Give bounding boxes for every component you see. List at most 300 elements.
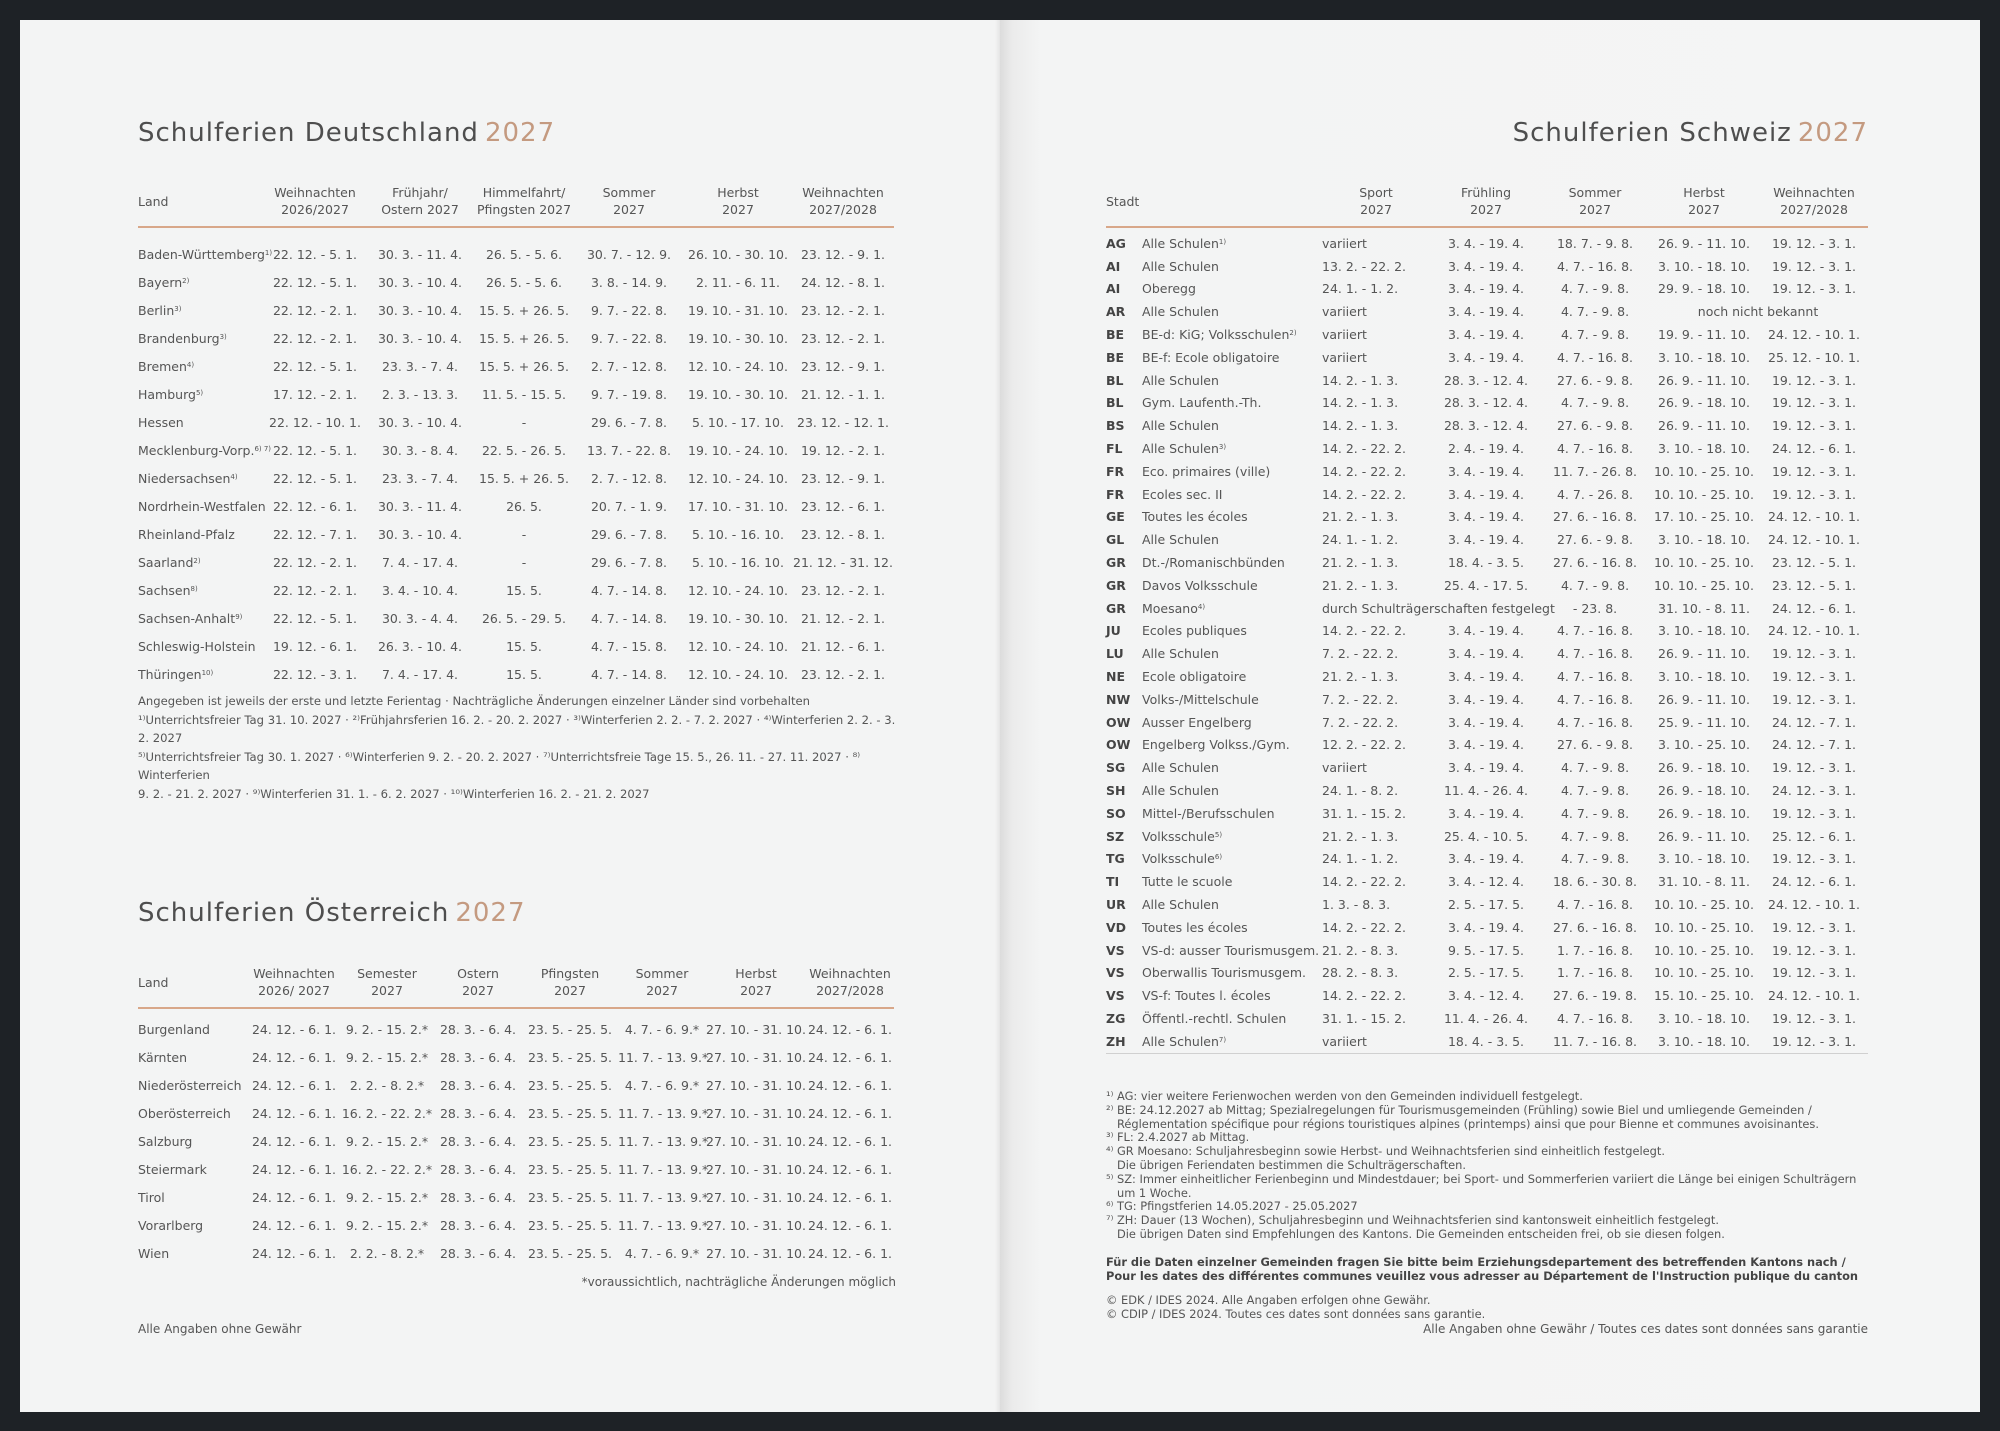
- table-row: [138, 1008, 894, 1043]
- date-range: 19. 12. - 3. 1.: [1771, 646, 1856, 662]
- date-range: 23. 12. - 2. 1.: [800, 666, 885, 682]
- date-range: 9. 2. - 15. 2.*: [345, 1021, 429, 1037]
- date-range: 27. 6. - 9. 8.: [1556, 372, 1634, 388]
- footnote-line: Réglementation spécifique pour régions touristiques alpines (printemps) ainsi que pour Bienne et communes avoisinantes.: [1117, 1116, 1819, 1131]
- date-range: 3. 4. - 12. 4.: [1447, 988, 1525, 1004]
- date-range: 14. 2. - 22. 2.: [1322, 463, 1407, 479]
- date-range: 19. 12. - 3. 1.: [1771, 942, 1856, 958]
- date-range: 14. 2. - 22. 2.: [1322, 623, 1407, 639]
- date-range: 24. 12. - 6. 1.: [1771, 600, 1856, 616]
- date-range: 19. 12. - 3. 1.: [1771, 1033, 1856, 1049]
- date-range: 15. 5. + 26. 5.: [479, 470, 569, 486]
- date-range: 24. 1. - 8. 2.: [1322, 783, 1399, 799]
- footnote-marker: 9): [235, 612, 243, 621]
- date-range: 28. 3. - 12. 4.: [1443, 418, 1528, 434]
- state-name: Baden-Württemberg: [138, 246, 265, 262]
- school-name: BE-d: KiG; Volksschulen: [1142, 327, 1290, 343]
- date-range: 11. 7. - 13. 9.*: [618, 1189, 709, 1205]
- date-range: 12. 10. - 24. 10.: [688, 582, 788, 598]
- table-row: [1106, 551, 1868, 574]
- state-name: Tirol: [138, 1189, 165, 1205]
- date-range: 25. 4. - 10. 5.: [1443, 828, 1528, 844]
- copyright-line: © CDIP / IDES 2024. Toutes ces dates sont données sans garantie.: [1106, 1306, 1486, 1321]
- date-range: 26. 9. - 11. 10.: [1658, 372, 1750, 388]
- date-range: 19. 12. - 3. 1.: [1771, 418, 1856, 434]
- table-row: [1106, 483, 1868, 506]
- table-row: [1106, 665, 1868, 688]
- column-header: Land: [138, 974, 169, 990]
- footnote-marker: 10): [201, 668, 214, 677]
- date-range: 25. 4. - 17. 5.: [1443, 577, 1528, 593]
- date-range: 22. 12. - 7. 1.: [272, 526, 357, 542]
- date-range: 14. 2. - 22. 2.: [1322, 486, 1407, 502]
- table-row: [138, 227, 894, 268]
- date-range: 15. 5.: [506, 666, 542, 682]
- table-row: [138, 296, 894, 324]
- footnote-line: Die übrigen Daten sind Empfehlungen des Kantons. Die Gemeinden entscheiden frei, ob sie diesen folgen.: [1117, 1226, 1725, 1241]
- date-range: 24. 12. - 6. 1.: [807, 1217, 892, 1233]
- date-range: 1. 7. - 16. 8.: [1556, 965, 1634, 981]
- column-header: Frühling 2027: [1460, 185, 1512, 217]
- footnote-line: um 1 Woche.: [1117, 1185, 1192, 1200]
- date-range: 28. 3. - 6. 4.: [439, 1161, 517, 1177]
- date-range: 4. 7. - 16. 8.: [1556, 623, 1634, 639]
- date-range: 10. 10. - 25. 10.: [1654, 486, 1754, 502]
- date-range: 11. 7. - 13. 9.*: [618, 1105, 709, 1121]
- table-row: [1106, 1007, 1868, 1030]
- footnote-line: ⁶⁾ TG: Pfingstferien 14.05.2027 - 25.05.2027: [1106, 1199, 1358, 1214]
- date-range: 27. 10. - 31. 10.: [706, 1161, 806, 1177]
- table-row: [1106, 962, 1868, 985]
- austria-title: Schulferien Österreich 2027: [138, 898, 526, 928]
- date-range: 27. 10. - 31. 10.: [706, 1021, 806, 1037]
- date-range: 28. 3. - 12. 4.: [1443, 395, 1528, 411]
- date-range: 18. 6. - 30. 8.: [1552, 874, 1637, 890]
- table-row: [1106, 460, 1868, 483]
- date-range: 28. 3. - 12. 4.: [1443, 372, 1528, 388]
- date-range: 24. 12. - 6. 1.: [251, 1189, 336, 1205]
- date-range: 22. 12. - 2. 1.: [272, 554, 357, 570]
- school-name: Alle Schulen: [1142, 418, 1219, 434]
- date-range: 26. 5. - 29. 5.: [481, 610, 566, 626]
- date-range: 12. 10. - 24. 10.: [688, 638, 788, 654]
- date-range: 21. 12. - 31. 12.: [793, 554, 893, 570]
- date-range: 22. 12. - 5. 1.: [272, 358, 357, 374]
- date-range: 23. 5. - 25. 5.: [527, 1105, 612, 1121]
- date-range: 24. 12. - 6. 1.: [807, 1021, 892, 1037]
- canton-code: VS: [1106, 988, 1125, 1004]
- date-range: 28. 3. - 6. 4.: [439, 1245, 517, 1261]
- date-range: 24. 12. - 7. 1.: [1771, 714, 1856, 730]
- date-range: 30. 3. - 10. 4.: [377, 302, 462, 318]
- date-range: 10. 10. - 25. 10.: [1654, 577, 1754, 593]
- date-range: 22. 12. - 5. 1.: [272, 442, 357, 458]
- date-range: 23. 12. - 5. 1.: [1771, 555, 1856, 571]
- date-range: 3. 4. - 19. 4.: [1447, 509, 1525, 525]
- date-range: 4. 7. - 14. 8.: [590, 582, 668, 598]
- canton-code: VD: [1106, 919, 1127, 935]
- state-name: Oberösterreich: [138, 1105, 231, 1121]
- school-name: VS-d: ausser Tourismusgem.: [1142, 942, 1320, 958]
- footnote-line: Angegeben ist jeweils der erste und letzte Ferientag · Nachträgliche Änderungen einzelner Länder sind vorbehalten: [138, 694, 810, 708]
- state-name: Saarland: [138, 554, 194, 570]
- date-range: 3. 4. - 19. 4.: [1447, 486, 1525, 502]
- date-range: 14. 2. - 22. 2.: [1322, 988, 1407, 1004]
- date-range: 5. 10. - 16. 10.: [692, 554, 784, 570]
- date-range: 24. 12. - 6. 1.: [807, 1189, 892, 1205]
- date-range: 19. 12. - 3. 1.: [1771, 235, 1856, 251]
- date-range: 21. 2. - 1. 3.: [1322, 828, 1399, 844]
- column-header: Weihnachten 2027/2028: [1773, 185, 1855, 217]
- germany-holiday-table: [138, 184, 894, 688]
- date-range: 9. 7. - 19. 8.: [590, 386, 668, 402]
- footnote-marker: 3): [1218, 443, 1227, 452]
- date-range: 23. 12. - 12. 1.: [797, 414, 889, 430]
- date-range: 4. 7. - 9. 8.: [1560, 783, 1630, 799]
- date-range: 27. 6. - 16. 8.: [1552, 919, 1637, 935]
- footnote-line: ²⁾ BE: 24.12.2027 ab Mittag; Spezialregelungen für Tourismusgemeinden (Frühling) sowie Biel und umliegende Gemeinden /: [1106, 1102, 1812, 1117]
- column-header: Himmelfahrt/ Pfingsten 2027: [476, 185, 572, 217]
- date-range: 19. 12. - 3. 1.: [1771, 463, 1856, 479]
- state-name: Nordrhein-Westfalen: [138, 498, 266, 514]
- state-name: Thüringen: [138, 666, 202, 682]
- canton-code: SZ: [1106, 828, 1125, 844]
- table-row: [138, 380, 894, 408]
- date-range: 22. 12. - 5. 1.: [272, 246, 357, 262]
- table-row: [1106, 255, 1868, 278]
- canton-code: AI: [1106, 258, 1121, 274]
- school-name: Alle Schulen: [1142, 304, 1219, 320]
- date-range: 24. 12. - 6. 1.: [807, 1161, 892, 1177]
- state-name: Schleswig-Holstein: [138, 638, 256, 654]
- date-range: 14. 2. - 22. 2.: [1322, 874, 1407, 890]
- table-row: [1106, 1030, 1868, 1053]
- date-range: 11. 4. - 26. 4.: [1443, 783, 1528, 799]
- footnote-marker: 7): [1218, 1035, 1227, 1044]
- state-name: Sachsen: [138, 582, 191, 598]
- date-range: 3. 4. - 19. 4.: [1447, 691, 1525, 707]
- date-range: 4. 7. - 9. 8.: [1560, 828, 1630, 844]
- date-range: 22. 12. - 5. 1.: [272, 610, 357, 626]
- date-range: 4. 7. - 16. 8.: [1556, 897, 1634, 912]
- footnote-line: ¹⁾Unterrichtsfreier Tag 31. 10. 2027 · ²⁾Frühjahrsferien 16. 2. - 20. 2. 2027 · ³⁾Winterferien 2. 2. - 7. 2. 2027 · ⁴⁾Winterferien 2. 2. - 3. 2. 2027: [138, 712, 896, 745]
- date-range: - 23. 8.: [1572, 600, 1618, 616]
- table-row: [138, 576, 894, 604]
- date-range: 20. 7. - 1. 9.: [590, 498, 668, 514]
- footnote-marker: 5): [195, 388, 204, 397]
- school-name: Toutes les écoles: [1142, 919, 1248, 935]
- date-range: 21. 2. - 1. 3.: [1322, 555, 1399, 571]
- date-range: 12. 2. - 22. 2.: [1322, 737, 1407, 753]
- date-range: 2. 2. - 8. 2.*: [349, 1077, 425, 1093]
- date-range: 4. 7. - 6. 9.*: [624, 1077, 700, 1093]
- date-range: 24. 1. - 1. 2.: [1322, 532, 1399, 548]
- date-range: 19. 12. - 3. 1.: [1771, 805, 1856, 821]
- date-range: 10. 10. - 25. 10.: [1654, 919, 1754, 935]
- date-range: 28. 3. - 6. 4.: [439, 1217, 517, 1233]
- school-name: Alle Schulen: [1142, 897, 1219, 912]
- date-range: 29. 9. - 18. 10.: [1658, 281, 1750, 297]
- school-name: BE-f: Ecole obligatoire: [1142, 349, 1280, 365]
- table-row: [138, 1155, 894, 1183]
- table-row: [138, 520, 894, 548]
- date-range: 27. 10. - 31. 10.: [706, 1077, 806, 1093]
- date-range: 11. 7. - 13. 9.*: [618, 1049, 709, 1065]
- school-name: Alle Schulen: [1142, 235, 1219, 251]
- date-range: 22. 12. - 5. 1.: [272, 470, 357, 486]
- date-range: 3. 10. - 18. 10.: [1658, 1033, 1750, 1049]
- date-range: 24. 12. - 6. 1.: [807, 1105, 892, 1121]
- date-range: 24. 12. - 10. 1.: [1768, 327, 1860, 343]
- date-range: 4. 7. - 16. 8.: [1556, 258, 1634, 274]
- date-range: 3. 4. - 19. 4.: [1447, 623, 1525, 639]
- date-range: 27. 6. - 19. 8.: [1552, 988, 1637, 1004]
- date-range: 2. 5. - 17. 5.: [1447, 965, 1525, 981]
- date-range: 27. 6. - 9. 8.: [1556, 418, 1634, 434]
- date-range: 3. 4. - 19. 4.: [1447, 235, 1525, 251]
- date-range: 4. 7. - 6. 9.*: [624, 1245, 700, 1261]
- date-range: 24. 12. - 6. 1.: [251, 1217, 336, 1233]
- date-range: 23. 5. - 25. 5.: [527, 1133, 612, 1149]
- date-range: 3. 10. - 18. 10.: [1658, 669, 1750, 685]
- footnote-marker: 6) 7): [254, 444, 272, 453]
- canton-code: SH: [1106, 783, 1126, 799]
- date-range: variiert: [1322, 235, 1367, 251]
- date-range: 15. 5.: [506, 638, 542, 654]
- date-range: 3. 4. - 19. 4.: [1447, 851, 1525, 867]
- date-range: 12. 10. - 24. 10.: [688, 666, 788, 682]
- date-range: 26. 9. - 18. 10.: [1658, 783, 1750, 799]
- column-header: Weihnachten 2027/2028: [802, 185, 884, 217]
- column-header: Weihnachten 2026/ 2027: [253, 966, 335, 998]
- canton-code: GR: [1106, 600, 1126, 616]
- date-range: 23. 12. - 9. 1.: [800, 246, 885, 262]
- school-name: Alle Schulen: [1142, 532, 1219, 548]
- date-range: 22. 12. - 2. 1.: [272, 330, 357, 346]
- date-range: 28. 3. - 6. 4.: [439, 1077, 517, 1093]
- date-range: 24. 12. - 6. 1.: [807, 1245, 892, 1261]
- canton-code: BL: [1106, 372, 1124, 388]
- date-range: 16. 2. - 22. 2.*: [341, 1105, 433, 1121]
- footnote-marker: 8): [190, 584, 198, 593]
- date-range: 21. 2. - 1. 3.: [1322, 509, 1399, 525]
- date-range: 25. 12. - 6. 1.: [1771, 828, 1856, 844]
- date-range: 30. 3. - 10. 4.: [377, 330, 462, 346]
- date-range: 10. 10. - 25. 10.: [1654, 555, 1754, 571]
- footnote-line: ¹⁾ AG: vier weitere Ferienwochen werden von den Gemeinden individuell festgelegt.: [1106, 1089, 1583, 1103]
- date-range: 24. 12. - 6. 1.: [251, 1245, 336, 1261]
- state-name: Brandenburg: [138, 330, 220, 346]
- date-range: 3. 4. - 19. 4.: [1447, 737, 1525, 753]
- school-name: Volks-/Mittelschule: [1142, 691, 1259, 707]
- date-range: 2. 5. - 17. 5.: [1447, 897, 1525, 912]
- footnote-line: ⁵⁾ SZ: Immer einheitlicher Ferienbeginn und Mindestdauer; bei Sport- und Sommerferien variiert die Länge bei einigen Schulträgern: [1106, 1171, 1857, 1186]
- date-range: 14. 2. - 1. 3.: [1322, 418, 1399, 434]
- date-range: 19. 10. - 30. 10.: [688, 386, 788, 402]
- column-header: Herbst 2027: [1683, 185, 1725, 217]
- date-range: 21. 2. - 1. 3.: [1322, 669, 1399, 685]
- date-range: 30. 3. - 10. 4.: [377, 274, 462, 290]
- canton-code: GR: [1106, 577, 1126, 593]
- date-range: 28. 3. - 6. 4.: [439, 1021, 517, 1037]
- date-range: 31. 1. - 15. 2.: [1322, 805, 1407, 821]
- date-range: 23. 5. - 25. 5.: [527, 1245, 612, 1261]
- school-name: Toutes les écoles: [1142, 509, 1248, 525]
- table-row: [1106, 620, 1868, 643]
- date-range: 26. 9. - 11. 10.: [1658, 828, 1750, 844]
- date-range: 3. 4. - 19. 4.: [1447, 281, 1525, 297]
- date-range: 22. 12. - 2. 1.: [272, 302, 357, 318]
- date-range: 11. 7. - 13. 9.*: [618, 1217, 709, 1233]
- austria-note: *voraussichtlich, nachträgliche Änderungen möglich: [581, 1275, 896, 1289]
- canton-note-line: Für die Daten einzelner Gemeinden fragen Sie bitte beim Erziehungsdepartement des betreffenden Kantons nach /: [1106, 1255, 1846, 1269]
- canton-code: FL: [1106, 441, 1123, 457]
- date-range: 22. 12. - 2. 1.: [272, 582, 357, 598]
- canton-code: SG: [1106, 760, 1126, 776]
- copyright-line: © EDK / IDES 2024. Alle Angaben erfolgen ohne Gewähr.: [1106, 1293, 1431, 1307]
- date-range: 29. 6. - 7. 8.: [590, 526, 668, 542]
- table-row: [1106, 802, 1868, 825]
- date-range: 4. 7. - 16. 8.: [1556, 714, 1634, 730]
- date-range: 27. 6. - 16. 8.: [1552, 555, 1637, 571]
- right-page-footer: Alle Angaben ohne Gewähr / Toutes ces dates sont données sans garantie: [1423, 1322, 1868, 1336]
- left-page: [20, 20, 1000, 1412]
- date-range: 3. 10. - 18. 10.: [1658, 1010, 1750, 1026]
- date-range: 26. 5. - 5. 6.: [485, 274, 563, 290]
- date-range: 1. 3. - 8. 3.: [1322, 897, 1391, 912]
- date-range: 26. 3. - 10. 4.: [377, 638, 462, 654]
- date-range: 19. 12. - 3. 1.: [1771, 851, 1856, 867]
- table-row: [1106, 916, 1868, 939]
- date-range: 24. 12. - 6. 1.: [251, 1161, 336, 1177]
- date-range: 24. 12. - 10. 1.: [1768, 532, 1860, 548]
- table-row: [138, 660, 894, 688]
- date-range: 3. 4. - 19. 4.: [1447, 327, 1525, 343]
- date-range: 2. 7. - 12. 8.: [590, 470, 668, 486]
- date-range: 30. 3. - 4. 4.: [381, 610, 459, 626]
- date-range: 27. 10. - 31. 10.: [706, 1105, 806, 1121]
- date-range: 23. 12. - 5. 1.: [1771, 577, 1856, 593]
- date-range: 19. 12. - 3. 1.: [1771, 669, 1856, 685]
- date-range: 27. 6. - 9. 8.: [1556, 737, 1634, 753]
- date-range: 19. 12. - 3. 1.: [1771, 965, 1856, 981]
- column-header: Stadt: [1106, 193, 1140, 209]
- school-name: Alle Schulen: [1142, 760, 1219, 776]
- date-range: 26. 9. - 18. 10.: [1658, 805, 1750, 821]
- column-header: Herbst 2027: [735, 966, 777, 998]
- table-row: [1106, 506, 1868, 529]
- footnote-line: Die übrigen Feriendaten bestimmen die Schulträgerschaften.: [1117, 1157, 1467, 1172]
- table-row: [1106, 574, 1868, 597]
- footnote-marker: 2): [193, 556, 201, 565]
- date-range: 3. 4. - 19. 4.: [1447, 304, 1525, 320]
- unknown-dates: noch nicht bekannt: [1697, 304, 1819, 320]
- date-range: 3. 8. - 14. 9.: [590, 274, 668, 290]
- canton-code: OW: [1106, 714, 1131, 730]
- table-row: [138, 352, 894, 380]
- column-header: Semester 2027: [357, 966, 417, 998]
- date-range: 11. 4. - 26. 4.: [1443, 1010, 1528, 1026]
- date-range: 13. 7. - 22. 8.: [586, 442, 671, 458]
- school-name: Eco. primaires (ville): [1142, 463, 1271, 479]
- date-range: 21. 12. - 2. 1.: [800, 610, 885, 626]
- date-range: 19. 12. - 3. 1.: [1771, 691, 1856, 707]
- column-header: Pfingsten 2027: [540, 966, 600, 998]
- footnote-marker: 4): [186, 360, 195, 369]
- date-range: 7. 4. - 17. 4.: [381, 554, 459, 570]
- state-name: Mecklenburg-Vorp.: [138, 442, 255, 458]
- column-header: Land: [138, 193, 169, 209]
- column-header: Sommer 2027: [1568, 185, 1622, 217]
- date-range: 3. 4. - 19. 4.: [1447, 463, 1525, 479]
- date-range: 19. 12. - 3. 1.: [1771, 258, 1856, 274]
- date-range: 11. 7. - 26. 8.: [1552, 463, 1637, 479]
- date-range: 1. 7. - 16. 8.: [1556, 942, 1634, 958]
- footnote-marker: 1): [1218, 237, 1227, 246]
- date-range: 26. 9. - 11. 10.: [1658, 235, 1750, 251]
- column-header: Sommer 2027: [602, 185, 656, 217]
- date-range: 23. 12. - 2. 1.: [800, 582, 885, 598]
- date-range: 16. 2. - 22. 2.*: [341, 1161, 433, 1177]
- date-range: 23. 12. - 2. 1.: [800, 302, 885, 318]
- table-row: [1106, 756, 1868, 779]
- date-range: 3. 4. - 19. 4.: [1447, 646, 1525, 662]
- date-range: 25. 9. - 11. 10.: [1658, 714, 1750, 730]
- date-range: 26. 9. - 18. 10.: [1658, 760, 1750, 776]
- date-range: 22. 12. - 6. 1.: [272, 498, 357, 514]
- date-range: 31. 1. - 15. 2.: [1322, 1010, 1407, 1026]
- school-name: VS-f: Toutes l. écoles: [1142, 988, 1271, 1004]
- date-range: 9. 2. - 15. 2.*: [345, 1217, 429, 1233]
- date-range: 4. 7. - 16. 8.: [1556, 646, 1634, 662]
- column-header: Sport 2027: [1359, 185, 1393, 217]
- footnote-line: 9. 2. - 21. 2. 2027 · ⁹⁾Winterferien 31. 1. - 6. 2. 2027 · ¹⁰⁾Winterferien 16. 2. - 21. 2. 2027: [138, 786, 650, 801]
- canton-code: NE: [1106, 669, 1126, 685]
- date-range: 2. 4. - 19. 4.: [1447, 441, 1525, 457]
- footnote-line: ³⁾ FL: 2.4.2027 ab Mittag.: [1106, 1130, 1250, 1145]
- date-range: 19. 10. - 24. 10.: [688, 442, 788, 458]
- date-range: 3. 10. - 18. 10.: [1658, 258, 1750, 274]
- date-range: 15. 5. + 26. 5.: [479, 358, 569, 374]
- date-range: 18. 7. - 9. 8.: [1556, 235, 1634, 251]
- table-row: [1106, 711, 1868, 734]
- date-range: 27. 10. - 31. 10.: [706, 1189, 806, 1205]
- table-row: [138, 436, 894, 464]
- table-row: [1106, 300, 1868, 323]
- date-range: 7. 2. - 22. 2.: [1322, 691, 1399, 707]
- footnote-marker: 2): [182, 276, 190, 285]
- date-range: 24. 12. - 6. 1.: [1771, 874, 1856, 890]
- school-name: Dt.-/Romanischbünden: [1142, 555, 1285, 571]
- footnote-marker: 1): [264, 248, 273, 257]
- date-range: 17. 10. - 25. 10.: [1654, 509, 1754, 525]
- school-name: Ecoles sec. II: [1142, 486, 1223, 502]
- date-range: 4. 7. - 16. 8.: [1556, 669, 1634, 685]
- date-range: 27. 10. - 31. 10.: [706, 1245, 806, 1261]
- canton-code: LU: [1106, 646, 1124, 662]
- switzerland-copyright: [1106, 1294, 1866, 1322]
- school-name: Moesano: [1142, 600, 1198, 616]
- date-range: 24. 12. - 6. 1.: [807, 1133, 892, 1149]
- date-range: 18. 4. - 3. 5.: [1447, 555, 1525, 571]
- date-range: 10. 10. - 25. 10.: [1654, 897, 1754, 912]
- date-range: 9. 5. - 17. 5.: [1447, 942, 1525, 958]
- date-range: 26. 9. - 11. 10.: [1658, 691, 1750, 707]
- date-range: 15. 5.: [506, 582, 542, 598]
- date-range: 4. 7. - 9. 8.: [1560, 395, 1630, 411]
- date-range: 19. 10. - 31. 10.: [688, 302, 788, 318]
- date-range: 27. 10. - 31. 10.: [706, 1133, 806, 1149]
